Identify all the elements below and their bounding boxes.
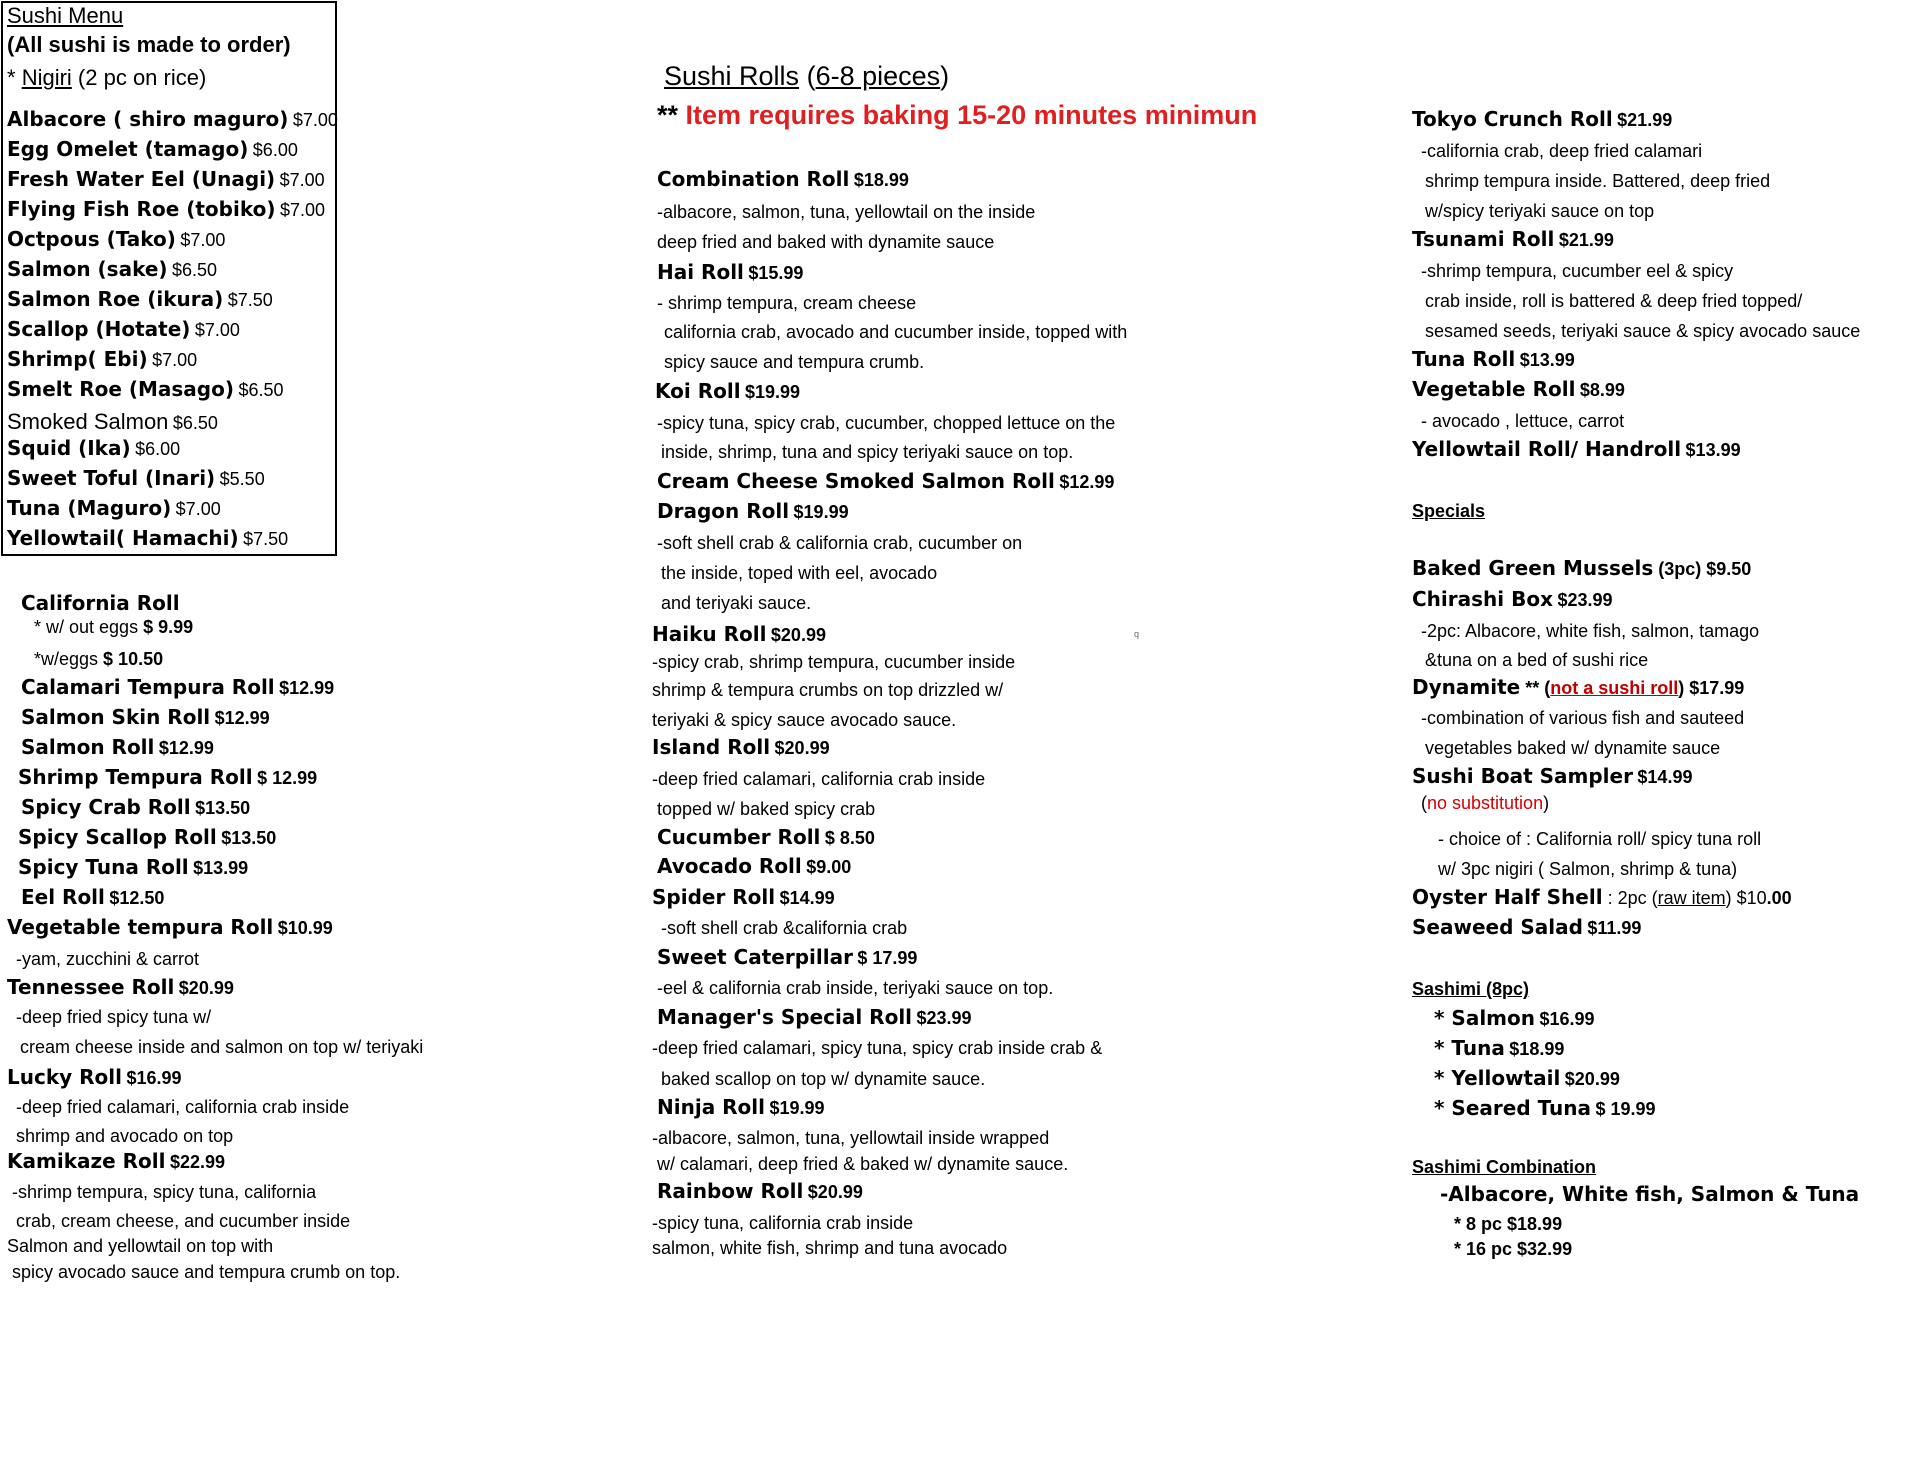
item-price: $20.99 [178,978,234,998]
item-name: Haiku Roll [652,622,767,646]
item-name: Spicy Tuna Roll [18,855,189,879]
item-price: $5.50 [219,469,265,489]
sashimi-combination-option: * 8 pc $18.99 [1454,1214,1563,1234]
item-desc: crab, cream cheese, and cucumber inside [16,1211,351,1231]
item-desc: w/spicy teriyaki sauce on top [1425,201,1655,221]
item-desc: sesamed seeds, teriyaki sauce & spicy avocado sauce [1425,321,1861,341]
item-price: $18.99 [853,170,909,190]
item-price: $18.99 [1509,1039,1565,1059]
item-price: $14.99 [779,888,835,908]
item-name: Manager's Special Roll [657,1005,913,1029]
item-desc: topped w/ baked spicy crab [657,799,876,819]
item-name: Cucumber Roll [657,825,821,849]
item-desc: - avocado , lettuce, carrot [1421,411,1625,431]
item-price: $16.99 [1539,1009,1595,1029]
specials-title: Specials [1412,501,1486,521]
item-name: * Seared Tuna [1434,1096,1592,1120]
item-price: $7.50 [227,290,273,310]
nigiri-item [7,410,218,434]
item-price: $6.00 [252,140,298,160]
middle-roll-item [652,623,826,646]
item-name: Spicy Crab Roll [21,795,191,819]
item-name: Dragon Roll [657,499,790,523]
item-desc: baked scallop on top w/ dynamite sauce. [661,1069,986,1089]
item-desc: -deep fried calamari, california crab inside [652,769,986,789]
item-price: $ 19.99 [1595,1099,1656,1119]
no-substitution-note: (no substitution) [1421,793,1550,813]
item-desc: shrimp & tempura crumbs on top drizzled w/ [652,680,1004,700]
middle-roll-item [657,1006,972,1029]
item-price: $20.99 [1564,1069,1620,1089]
item-name: Spicy Scallop Roll [18,825,217,849]
item-price: $13.99 [1519,350,1575,370]
item-desc: -deep fried calamari, spicy tuna, spicy crab inside crab & [652,1038,1103,1058]
item-name: Lucky Roll [7,1065,122,1089]
right-roll-item [1412,348,1575,371]
chirashi-desc: &tuna on a bed of sushi rice [1425,650,1649,670]
item-name: Tsunami Roll [1412,227,1555,251]
sashimi-combination-fish: -Albacore, White fish, Salmon & Tuna [1440,1182,1860,1206]
item-price: $ 12.99 [257,768,318,788]
item-name: Salmon Roe (ikura) [7,287,224,311]
nigiri-item [7,497,221,520]
middle-roll-item [657,826,875,849]
item-price: $23.99 [916,1008,972,1028]
baking-note: ** Item requires baking 15-20 minutes minimun [657,100,1258,130]
item-price: $9.00 [806,857,852,877]
item-desc: -shrimp tempura, spicy tuna, california [12,1182,317,1202]
nigiri-item [7,258,217,281]
item-desc: -yam, zucchini & carrot [16,949,200,969]
item-price: $7.00 [292,110,338,130]
item-price: $12.99 [158,738,214,758]
sushi-rolls-title: Sushi Rolls (6-8 pieces) [664,61,950,91]
left-roll-item [7,1066,182,1089]
left-roll-item [18,856,248,879]
middle-roll-item [657,261,803,284]
item-name: Tennessee Roll [7,975,175,999]
sashimi-item [1434,1007,1595,1030]
item-name: Shrimp Tempura Roll [18,765,253,789]
item-name: Fresh Water Eel (Unagi) [7,167,276,191]
item-desc: -albacore, salmon, tuna, yellowtail inside wrapped [652,1128,1050,1148]
left-roll-item [7,976,234,999]
item-name: Salmon Roll [21,735,155,759]
nigiri-item [7,198,325,221]
middle-roll-item [652,736,830,759]
stray-mark: q [1134,629,1140,639]
item-price: $6.00 [135,439,181,459]
nigiri-item [7,108,338,131]
item-name: Octpous (Tako) [7,227,176,251]
middle-roll-item [657,946,917,969]
item-name: Calamari Tempura Roll [21,675,275,699]
item-price: $6.50 [172,413,218,433]
item-price: $16.99 [126,1068,182,1088]
item-name: Kamikaze Roll [7,1149,166,1173]
sushi-boat-desc: - choice of : California roll/ spicy tuna roll [1438,829,1762,849]
item-desc: -deep fried spicy tuna w/ [16,1007,212,1027]
item-price: $21.99 [1617,110,1673,130]
right-roll-item [1412,228,1614,251]
oyster-item: Oyster Half Shell : 2pc (raw item) $10.00 [1412,885,1792,909]
item-desc: -soft shell crab & california crab, cucumber on [657,533,1023,553]
item-name: * Salmon [1434,1006,1535,1030]
item-name: Tuna (Maguro) [7,496,172,520]
item-price: $10.99 [277,918,333,938]
item-name: Island Roll [652,735,771,759]
california-option-no-egg: * w/ out eggs $ 9.99 [34,617,194,637]
item-name: Spider Roll [652,885,776,909]
middle-roll-item [652,886,835,909]
item-desc: inside, shrimp, tuna and spicy teriyaki sauce on top. [661,442,1074,462]
middle-roll-item [657,855,851,878]
item-price: $20.99 [770,625,826,645]
middle-roll-item [657,1096,825,1119]
item-price: $6.50 [172,260,218,280]
item-desc: -spicy tuna, spicy crab, cucumber, chopped lettuce on the [657,413,1116,433]
item-desc: w/ calamari, deep fried & baked w/ dynamite sauce. [657,1154,1069,1174]
sashimi-title: Sashimi (8pc) [1412,979,1530,999]
item-desc: -shrimp tempura, cucumber eel & spicy [1421,261,1734,281]
item-desc: the inside, toped with eel, avocado [661,563,938,583]
left-roll-item [21,796,250,819]
item-desc: salmon, white fish, shrimp and tuna avocado [652,1238,1008,1258]
item-desc: -spicy crab, shrimp tempura, cucumber inside [652,652,1016,672]
sushi-boat-desc: w/ 3pc nigiri ( Salmon, shrimp & tuna) [1438,859,1738,879]
item-name: Tokyo Crunch Roll [1412,107,1613,131]
nigiri-item [7,168,325,191]
sashimi-combination-title: Sashimi Combination [1412,1157,1597,1177]
item-name: Combination Roll [657,167,850,191]
item-price: $7.00 [180,230,226,250]
item-desc: -albacore, salmon, tuna, yellowtail on the inside [657,202,1036,222]
item-price: $12.99 [214,708,270,728]
nigiri-heading: * Nigiri (2 pc on rice) [7,65,207,90]
item-desc: california crab, avocado and cucumber inside, topped with [664,322,1128,342]
item-name: Scallop (Hotate) [7,317,191,341]
item-price: $7.00 [152,350,198,370]
right-roll-item [1412,108,1672,131]
left-roll-item [7,1150,225,1173]
item-name: Flying Fish Roe (tobiko) [7,197,276,221]
middle-roll-item [657,470,1114,493]
item-name: Smelt Roe (Masago) [7,377,234,401]
item-desc: shrimp tempura inside. Battered, deep fried [1425,171,1771,191]
item-price: $8.99 [1579,380,1625,400]
item-price: $12.99 [1059,472,1115,492]
item-desc: and teriyaki sauce. [661,593,812,613]
nigiri-item [7,527,288,550]
item-desc: crab inside, roll is battered & deep fried topped/ [1425,291,1803,311]
sashimi-item [1434,1067,1620,1090]
item-price: $12.99 [279,678,335,698]
left-roll-item [21,676,334,699]
sushi-boat-item: Sushi Boat Sampler $14.99 [1412,764,1693,788]
item-price: $ 8.50 [824,828,875,848]
item-price: $19.99 [769,1098,825,1118]
left-roll-item [21,736,214,759]
item-desc: cream cheese inside and salmon on top w/ teriyaki [20,1037,424,1057]
dynamite-item: Dynamite ** (not a sushi roll) $17.99 [1412,675,1745,699]
nigiri-item [7,348,197,371]
item-name: Ninja Roll [657,1095,765,1119]
california-roll-name: California Roll [21,591,180,615]
right-roll-item [1412,378,1625,401]
middle-roll-item [655,380,800,403]
nigiri-item [7,138,298,161]
item-name: Egg Omelet (tamago) [7,137,249,161]
seaweed-salad-item: Seaweed Salad $11.99 [1412,915,1642,939]
item-name: Salmon Skin Roll [21,705,211,729]
dynamite-desc: -combination of various fish and sauteed [1421,708,1745,728]
item-name: Avocado Roll [657,854,802,878]
item-name: * Yellowtail [1434,1066,1561,1090]
nigiri-item [7,467,265,490]
item-price: $19.99 [793,502,849,522]
item-desc: Salmon and yellowtail on top with [7,1236,274,1256]
item-name: Smoked Salmon [7,409,169,434]
item-desc: -deep fried calamari, california crab inside [16,1097,350,1117]
item-price: $21.99 [1558,230,1614,250]
left-roll-item [18,826,276,849]
item-price: $7.00 [175,499,221,519]
item-price: $12.50 [109,888,165,908]
item-price: $19.99 [745,382,801,402]
item-name: Yellowtail Roll/ Handroll [1412,437,1682,461]
made-to-order-note: (All sushi is made to order) [7,32,291,57]
chirashi-desc: -2pc: Albacore, white fish, salmon, tamago [1421,621,1760,641]
nigiri-item [7,318,240,341]
middle-roll-item [657,1180,863,1203]
nigiri-item [7,378,284,401]
item-desc: - shrimp tempura, cream cheese [657,293,917,313]
item-desc: -eel & california crab inside, teriyaki sauce on top. [657,978,1054,998]
item-name: * Tuna [1434,1036,1505,1060]
middle-roll-item [657,168,909,191]
item-desc: spicy sauce and tempura crumb. [664,352,925,372]
right-roll-item [1412,438,1741,461]
sashimi-item [1434,1037,1564,1060]
california-option-egg: *w/eggs $ 10.50 [34,649,164,669]
left-roll-item [21,706,270,729]
left-roll-item [18,766,317,789]
left-roll-item [21,886,164,909]
item-price: $20.99 [774,738,830,758]
middle-roll-item [657,500,849,523]
item-name: Eel Roll [21,885,105,909]
item-name: Sweet Caterpillar [657,945,853,969]
item-price: $22.99 [169,1152,226,1172]
item-name: Vegetable Roll [1412,377,1576,401]
item-name: Yellowtail( Hamachi) [7,526,239,550]
sashimi-combination-option: * 16 pc $32.99 [1454,1239,1573,1259]
nigiri-item [7,228,225,251]
item-name: Salmon (sake) [7,257,168,281]
item-desc: shrimp and avocado on top [16,1126,234,1146]
item-name: Tuna Roll [1412,347,1516,371]
item-name: Shrimp( Ebi) [7,347,148,371]
item-desc: deep fried and baked with dynamite sauce [657,232,995,252]
item-name: Squid (Ika) [7,436,131,460]
item-price: $13.50 [221,828,277,848]
item-desc: spicy avocado sauce and tempura crumb on top. [12,1262,401,1282]
left-roll-item [7,916,333,939]
item-name: Cream Cheese Smoked Salmon Roll [657,469,1055,493]
item-price: $13.99 [193,858,249,878]
sashimi-item [1434,1097,1656,1120]
item-name: Koi Roll [655,379,741,403]
item-price: $7.50 [243,529,289,549]
menu-title: Sushi Menu [7,3,124,28]
item-price: $15.99 [748,263,804,283]
item-name: Rainbow Roll [657,1179,804,1203]
dynamite-desc: vegetables baked w/ dynamite sauce [1425,738,1721,758]
nigiri-item [7,437,180,460]
item-desc: -soft shell crab &california crab [661,918,908,938]
item-price: $6.50 [238,380,284,400]
item-desc: teriyaki & spicy sauce avocado sauce. [652,710,957,730]
item-name: Hai Roll [657,260,744,284]
item-name: Sweet Toful (Inari) [7,466,216,490]
item-price: $13.99 [1685,440,1741,460]
item-price: $ 17.99 [857,948,918,968]
item-price: $7.00 [194,320,240,340]
item-desc: -california crab, deep fried calamari [1421,141,1703,161]
chirashi-item: Chirashi Box $23.99 [1412,587,1613,611]
item-price: $13.50 [195,798,251,818]
item-price: $7.00 [279,170,325,190]
item-price: $7.00 [279,200,325,220]
item-desc: -spicy tuna, california crab inside [652,1213,914,1233]
item-name: Vegetable tempura Roll [7,915,274,939]
item-price: $20.99 [807,1182,863,1202]
nigiri-item [7,288,273,311]
item-name: Albacore ( shiro maguro) [7,107,289,131]
baked-mussels-item: Baked Green Mussels (3pc) $9.50 [1412,556,1752,580]
